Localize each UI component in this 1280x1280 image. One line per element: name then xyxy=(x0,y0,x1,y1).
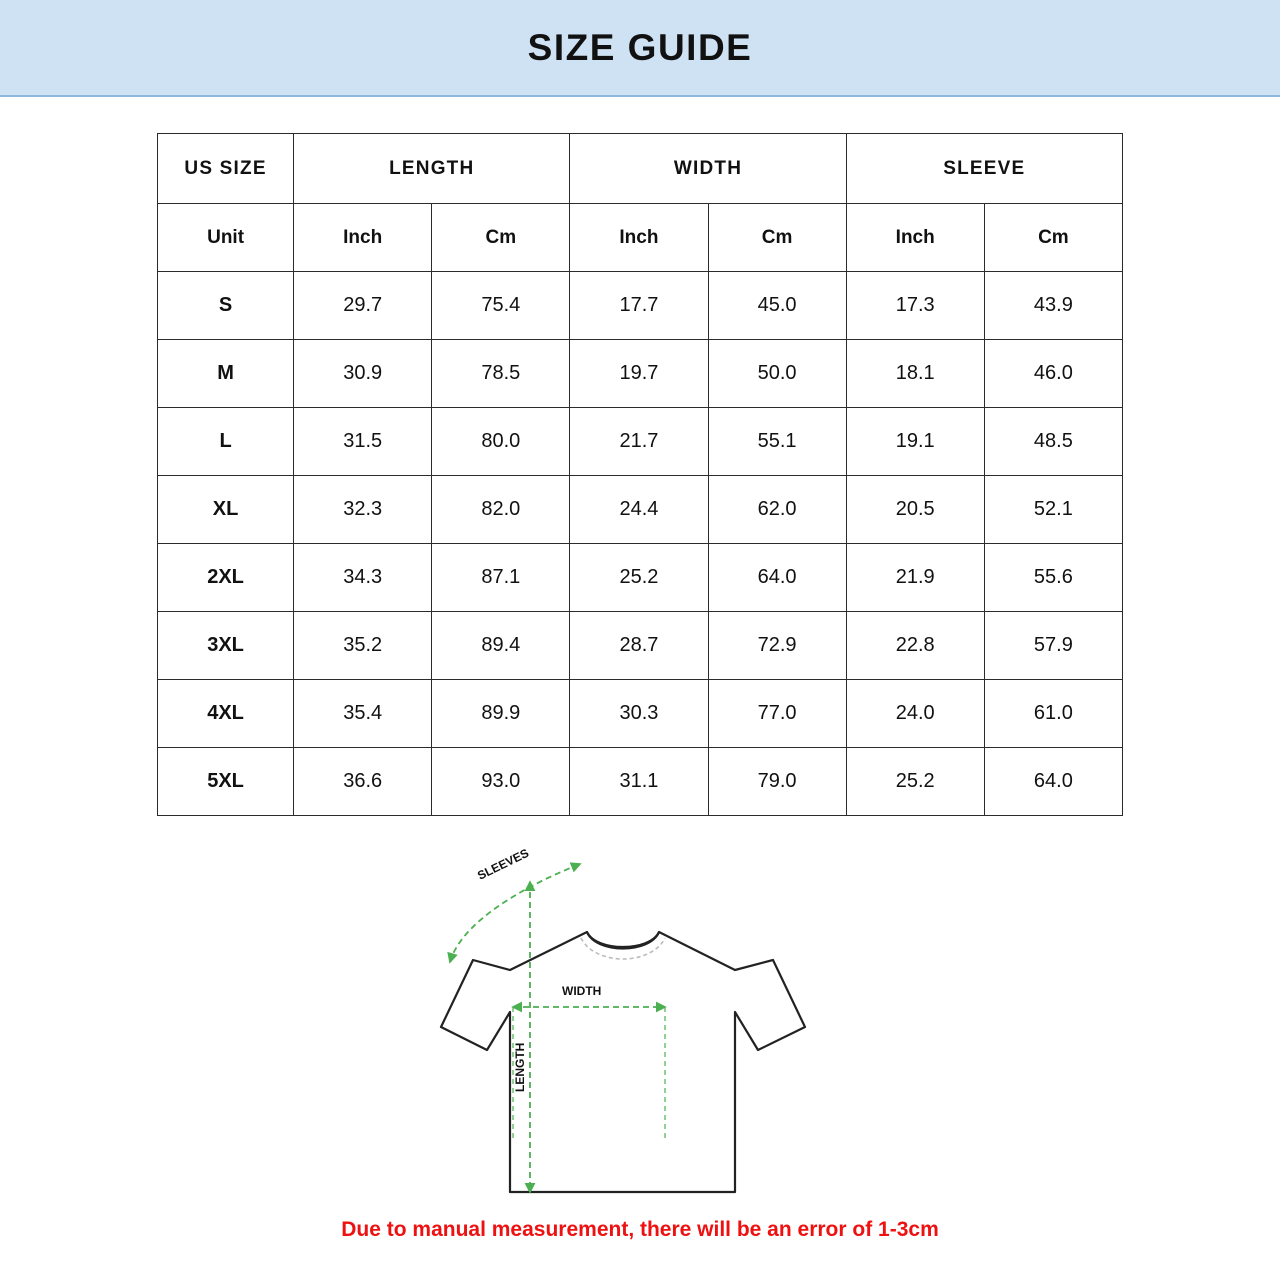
cell-width-inch: 25.2 xyxy=(570,544,708,612)
cell-size: 5XL xyxy=(158,748,294,816)
cell-width-cm: 79.0 xyxy=(708,748,846,816)
cell-length-cm: 89.9 xyxy=(432,680,570,748)
width-label: WIDTH xyxy=(562,984,602,998)
cell-length-inch: 29.7 xyxy=(294,272,432,340)
cell-length-inch: 35.2 xyxy=(294,612,432,680)
cell-size: L xyxy=(158,408,294,476)
unit-width-inch: Inch xyxy=(570,204,708,272)
cell-size: 2XL xyxy=(158,544,294,612)
length-label: LENGTH xyxy=(513,1042,527,1092)
cell-sleeve-cm: 52.1 xyxy=(984,476,1122,544)
cell-width-inch: 28.7 xyxy=(570,612,708,680)
cell-length-cm: 75.4 xyxy=(432,272,570,340)
cell-width-inch: 24.4 xyxy=(570,476,708,544)
cell-sleeve-cm: 48.5 xyxy=(984,408,1122,476)
cell-sleeve-cm: 61.0 xyxy=(984,680,1122,748)
unit-length-inch: Inch xyxy=(294,204,432,272)
cell-sleeve-cm: 55.6 xyxy=(984,544,1122,612)
cell-length-cm: 89.4 xyxy=(432,612,570,680)
table-unit-row xyxy=(158,204,1123,272)
unit-sleeve-inch: Inch xyxy=(846,204,984,272)
cell-width-cm: 64.0 xyxy=(708,544,846,612)
cell-width-cm: 50.0 xyxy=(708,340,846,408)
cell-size: XL xyxy=(158,476,294,544)
cell-width-inch: 21.7 xyxy=(570,408,708,476)
table-row xyxy=(158,408,1123,476)
table-row xyxy=(158,476,1123,544)
cell-sleeve-inch: 18.1 xyxy=(846,340,984,408)
cell-sleeve-cm: 57.9 xyxy=(984,612,1122,680)
cell-width-inch: 17.7 xyxy=(570,272,708,340)
size-table-container xyxy=(157,133,1123,816)
cell-length-cm: 93.0 xyxy=(432,748,570,816)
size-chart-table xyxy=(157,133,1123,816)
tshirt-outline-icon xyxy=(441,932,805,1192)
unit-width-cm: Cm xyxy=(708,204,846,272)
cell-length-inch: 32.3 xyxy=(294,476,432,544)
cell-sleeve-inch: 20.5 xyxy=(846,476,984,544)
cell-length-inch: 36.6 xyxy=(294,748,432,816)
cell-sleeve-cm: 46.0 xyxy=(984,340,1122,408)
cell-sleeve-inch: 22.8 xyxy=(846,612,984,680)
cell-size: 3XL xyxy=(158,612,294,680)
cell-width-cm: 72.9 xyxy=(708,612,846,680)
cell-width-cm: 77.0 xyxy=(708,680,846,748)
cell-length-cm: 78.5 xyxy=(432,340,570,408)
cell-size: S xyxy=(158,272,294,340)
unit-label: Unit xyxy=(158,204,294,272)
col-header-sleeve: SLEEVE xyxy=(846,134,1122,204)
cell-width-inch: 31.1 xyxy=(570,748,708,816)
cell-length-cm: 80.0 xyxy=(432,408,570,476)
table-row xyxy=(158,748,1123,816)
col-header-us-size: US SIZE xyxy=(158,134,294,204)
cell-length-inch: 31.5 xyxy=(294,408,432,476)
cell-sleeve-cm: 64.0 xyxy=(984,748,1122,816)
tshirt-diagram-svg xyxy=(380,842,900,1222)
cell-sleeve-inch: 21.9 xyxy=(846,544,984,612)
cell-length-cm: 82.0 xyxy=(432,476,570,544)
cell-sleeve-inch: 17.3 xyxy=(846,272,984,340)
measurement-disclaimer: Due to manual measurement, there will be an error of 1-3cm xyxy=(341,1218,939,1241)
cell-sleeve-inch: 19.1 xyxy=(846,408,984,476)
unit-length-cm: Cm xyxy=(432,204,570,272)
page-title: SIZE GUIDE xyxy=(527,26,753,68)
cell-sleeve-inch: 24.0 xyxy=(846,680,984,748)
table-row xyxy=(158,612,1123,680)
table-row xyxy=(158,544,1123,612)
unit-sleeve-cm: Cm xyxy=(984,204,1122,272)
table-row xyxy=(158,680,1123,748)
cell-size: 4XL xyxy=(158,680,294,748)
cell-sleeve-cm: 43.9 xyxy=(984,272,1122,340)
header-banner xyxy=(0,0,1280,97)
table-group-header-row xyxy=(158,134,1123,204)
cell-width-inch: 30.3 xyxy=(570,680,708,748)
cell-length-inch: 30.9 xyxy=(294,340,432,408)
cell-width-inch: 19.7 xyxy=(570,340,708,408)
cell-length-cm: 87.1 xyxy=(432,544,570,612)
cell-size: M xyxy=(158,340,294,408)
table-row xyxy=(158,272,1123,340)
col-header-length: LENGTH xyxy=(294,134,570,204)
cell-length-inch: 34.3 xyxy=(294,544,432,612)
cell-length-inch: 35.4 xyxy=(294,680,432,748)
cell-width-cm: 45.0 xyxy=(708,272,846,340)
tshirt-measurement-diagram xyxy=(0,842,1280,1222)
col-header-width: WIDTH xyxy=(570,134,846,204)
cell-width-cm: 62.0 xyxy=(708,476,846,544)
table-row xyxy=(158,340,1123,408)
cell-sleeve-inch: 25.2 xyxy=(846,748,984,816)
sleeves-label: SLEEVES xyxy=(475,845,532,883)
cell-width-cm: 55.1 xyxy=(708,408,846,476)
